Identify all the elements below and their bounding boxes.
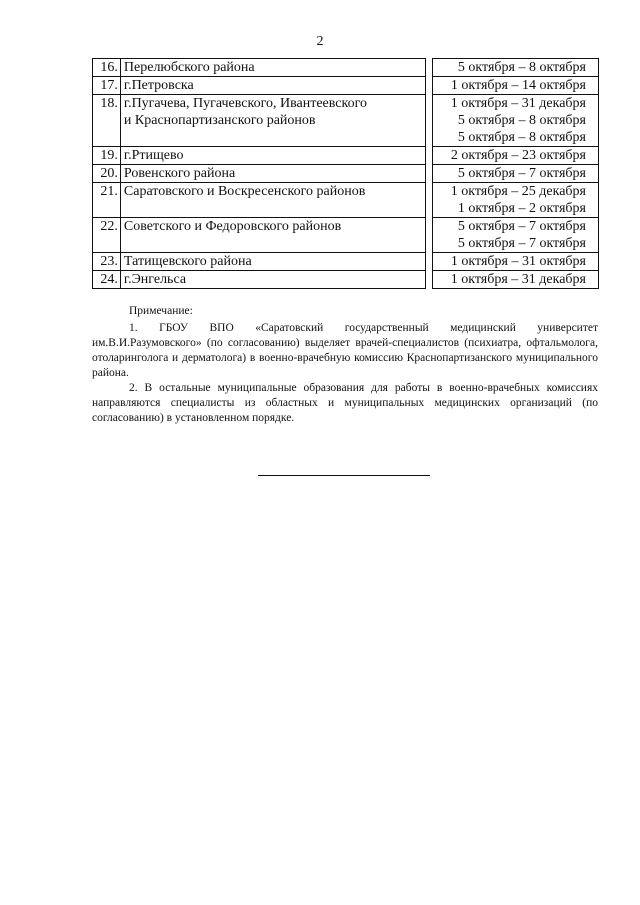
date-range: 5 октября – 8 октября [457,113,586,128]
row-dates [433,165,599,183]
row-area-name [120,95,425,147]
date-range: 5 октября – 8 октября [457,60,586,75]
row-area-name [120,147,425,165]
row-number: 23. [93,253,121,271]
area-name-line: г.Ртищево [123,148,184,163]
table-row [93,218,599,253]
date-range: 2 октября – 23 октября [450,148,586,163]
note-section [92,304,598,426]
date-range: 5 октября – 7 октября [457,166,586,181]
table-row [93,271,599,289]
table-row [93,59,599,77]
row-number: 17. [93,77,121,95]
column-gap [426,218,433,253]
table-row [93,253,599,271]
schedule-table [92,58,599,289]
column-gap [426,77,433,95]
row-area-name [120,183,425,218]
date-range: 1 октября – 25 декабря [450,184,586,199]
table-row [93,95,599,147]
date-range: 1 октября – 2 октября [457,201,586,216]
row-number: 21. [93,183,121,218]
row-area-name [120,165,425,183]
column-gap [426,253,433,271]
column-gap [426,271,433,289]
column-gap [426,95,433,147]
row-area-name [120,59,425,77]
area-name-line: Татищевского района [123,254,252,269]
row-dates [433,218,599,253]
row-number: 16. [93,59,121,77]
table-row [93,183,599,218]
row-dates [433,77,599,95]
row-number: 24. [93,271,121,289]
note-paragraph-2: 2. В остальные муниципальные образования для работы в военно-врачебных комиссиях направляются специалисты из областных и муниципальных медицинских организаций (по согласованию) в установленном порядке. [92,382,598,424]
row-dates [433,95,599,147]
row-number: 20. [93,165,121,183]
row-area-name [120,253,425,271]
area-name-line: г.Петровска [123,78,194,93]
row-dates [433,147,599,165]
area-name-line: Перелюбского района [123,60,255,75]
date-range: 5 октября – 7 октября [457,236,586,251]
column-gap [426,183,433,218]
row-number: 18. [93,95,121,147]
schedule-table-body [93,59,599,289]
signature-line [258,475,430,476]
table-row [93,147,599,165]
area-name-line: г.Энгельса [123,272,187,287]
table-row [93,165,599,183]
row-number: 19. [93,147,121,165]
area-name-line: и Краснопартизанского районов [123,113,316,128]
column-gap [426,147,433,165]
date-range: 5 октября – 8 октября [457,130,586,145]
date-range: 5 октября – 7 октября [457,219,586,234]
note-paragraph-1: 1. ГБОУ ВПО «Саратовский государственный медицинский университет им.В.И.Разумовского» (по согласованию) выделяет врачей-специалистов (психиатра, офтальмолога, отоларинголога и дерматолога) в военно-врачебную комиссию Краснопартизанского муниципального района. [92,322,598,379]
table-row [93,77,599,95]
note-heading: Примечание: [129,305,193,317]
date-range: 1 октября – 31 декабря [450,272,586,287]
row-number: 22. [93,218,121,253]
area-name-line: Ровенского района [123,166,236,181]
area-name-line: Советского и Федоровского районов [123,219,342,234]
date-range: 1 октября – 31 октября [450,254,586,269]
row-area-name [120,77,425,95]
row-dates [433,183,599,218]
date-range: 1 октября – 14 октября [450,78,586,93]
row-dates [433,59,599,77]
page-number: 2 [316,34,324,49]
date-range: 1 октября – 31 декабря [450,96,586,111]
area-name-line: г.Пугачева, Пугачевского, Ивантеевского [123,96,367,111]
column-gap [426,165,433,183]
row-area-name [120,271,425,289]
row-area-name [120,218,425,253]
column-gap [426,59,433,77]
row-dates [433,271,599,289]
area-name-line: Саратовского и Воскресенского районов [123,184,366,199]
row-dates [433,253,599,271]
